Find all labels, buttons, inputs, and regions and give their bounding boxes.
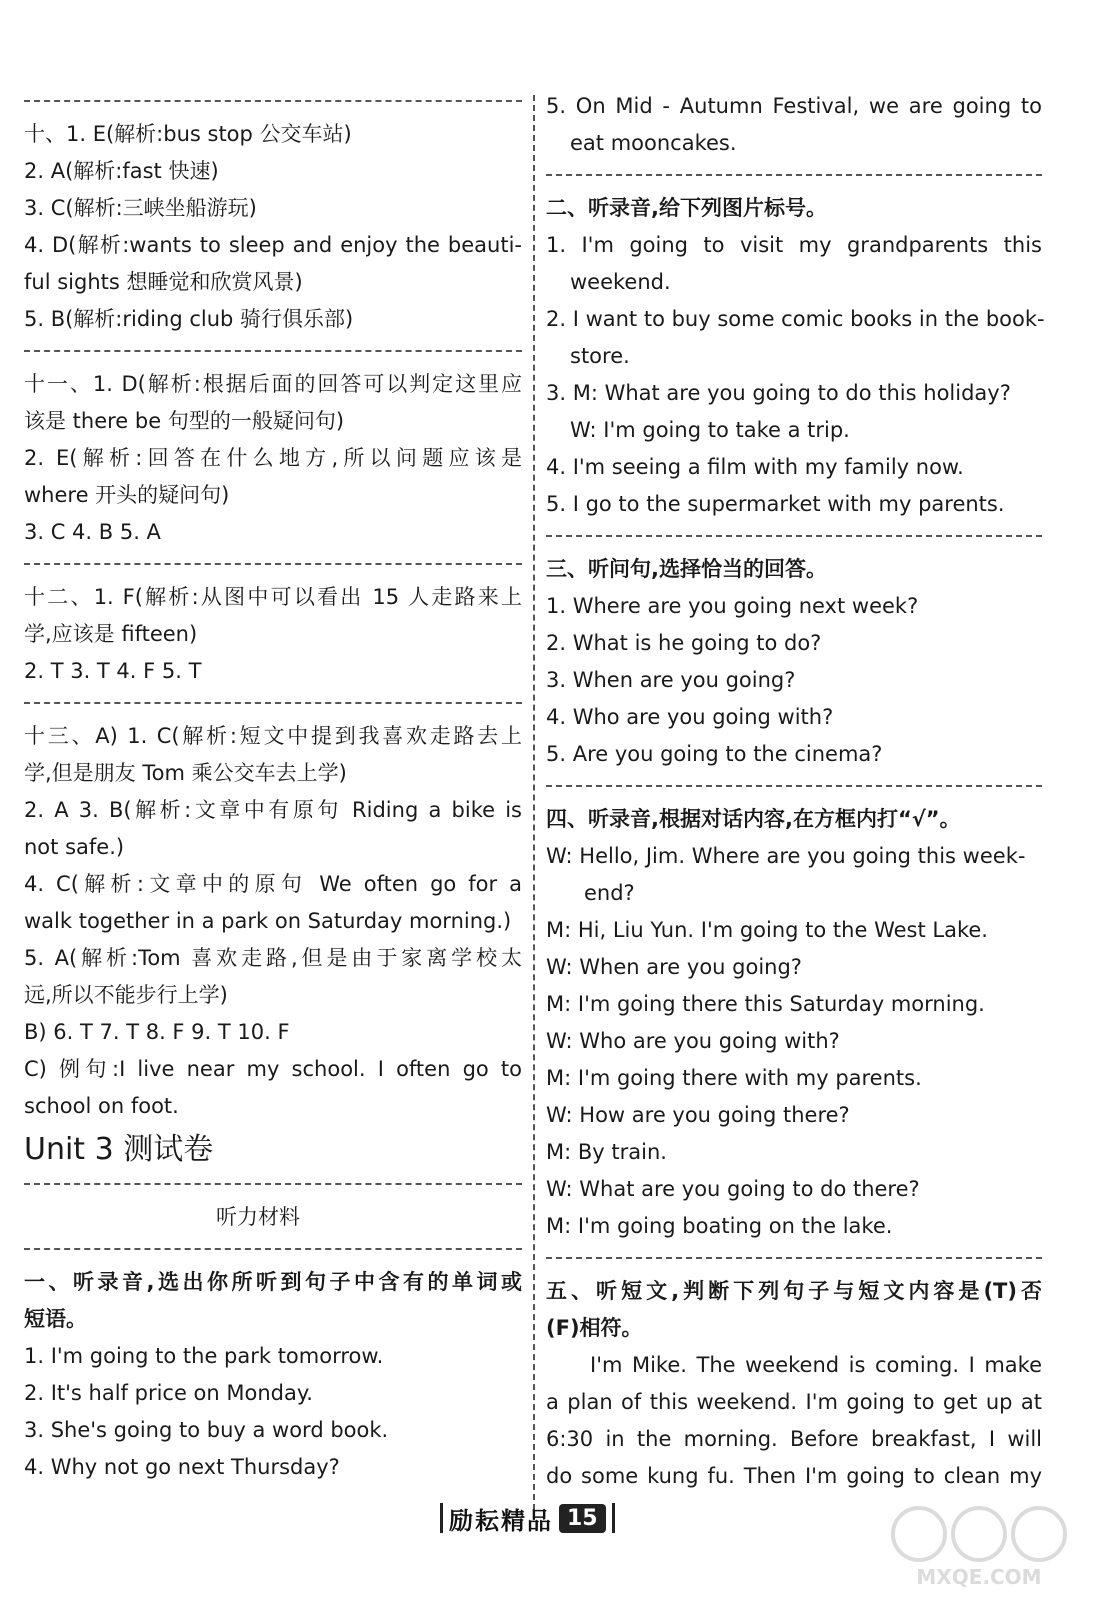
dashed-separator: [24, 702, 522, 704]
text-line: B) 6. T 7. T 8. F 9. T 10. F: [24, 1020, 290, 1044]
text-line: 2. I want to buy some comic books in the book-: [546, 307, 1045, 331]
dashed-separator: [24, 1183, 522, 1185]
footer-bar-right: [612, 1503, 615, 1533]
text-line: 3. She's going to buy a word book.: [24, 1418, 389, 1442]
dashed-separator: [24, 350, 522, 352]
right-column: [546, 88, 1045, 1495]
text-line: 四、听录音,根据对话内容,在方框内打“√”。: [546, 807, 961, 831]
text-line: ful sights 想睡觉和欣赏风景): [24, 270, 303, 294]
text-line: M: By train.: [546, 1140, 667, 1164]
text-line: a plan of this weekend. I'm going to get up at: [546, 1390, 1042, 1414]
dashed-separator: [546, 1257, 1042, 1259]
text-line: 3. C(解析:三峡坐船游玩): [24, 196, 257, 220]
text-line: 4. C(解析:文章中的原句 We often go for a: [24, 872, 522, 896]
footer-bar-left: [440, 1503, 443, 1533]
text-line: 十一、1. D(解析:根据后面的回答可以判定这里应: [24, 372, 522, 396]
text-line: 5. B(解析:riding club 骑行俱乐部): [24, 307, 354, 331]
text-line: 6:30 in the morning. Before breakfast, I will: [546, 1427, 1042, 1451]
page-footer: [440, 1498, 615, 1538]
text-line: W: Who are you going with?: [546, 1029, 840, 1053]
text-line: 十、1. E(解析:bus stop 公交车站): [24, 122, 352, 146]
text-line: 1. I'm going to visit my grandparents this: [546, 233, 1042, 257]
text-line: W: Hello, Jim. Where are you going this week-: [546, 844, 1026, 868]
text-line: 十二、1. F(解析:从图中可以看出 15 人走路来上: [24, 585, 522, 609]
text-line: 4. Who are you going with?: [546, 705, 834, 729]
text-line: M: I'm going boating on the lake.: [546, 1214, 893, 1238]
text-line: W: I'm going to take a trip.: [570, 418, 850, 442]
text-line: 1. I'm going to the park tomorrow.: [24, 1344, 384, 1368]
unit-title: Unit 3 测试卷: [24, 1132, 214, 1167]
page-number: 15: [559, 1504, 606, 1533]
text-line: store.: [570, 344, 630, 368]
text-line: 一、听录音,选出你所听到句子中含有的单词或: [24, 1270, 522, 1294]
text-line: M: Hi, Liu Yun. I'm going to the West Lake.: [546, 918, 988, 942]
dashed-separator: [546, 785, 1042, 787]
text-line: 五、听短文,判断下列句子与短文内容是(T)否: [546, 1279, 1042, 1303]
text-line: not safe.): [24, 835, 125, 859]
watermark-text: MXQE.COM: [916, 1565, 1042, 1589]
text-line: 2. E(解析:回答在什么地方,所以问题应该是: [24, 446, 522, 470]
column-divider: [533, 95, 535, 1520]
dashed-separator: [24, 1248, 522, 1250]
text-line: school on foot.: [24, 1094, 179, 1118]
text-line: 5. I go to the supermarket with my parents.: [546, 492, 1005, 516]
text-line: 3. When are you going?: [546, 668, 796, 692]
text-line: 5. A(解析:Tom 喜欢走路,但是由于家离学校太: [24, 946, 522, 970]
text-line: 4. Why not go next Thursday?: [24, 1455, 340, 1479]
text-line: (F)相符。: [546, 1316, 643, 1340]
text-line: 4. D(解析:wants to sleep and enjoy the beauti-: [24, 233, 522, 257]
text-line: 短语。: [24, 1307, 87, 1331]
text-line: W: How are you going there?: [546, 1103, 850, 1127]
text-line: W: What are you going to do there?: [546, 1177, 920, 1201]
text-line: M: I'm going there this Saturday morning.: [546, 992, 985, 1016]
text-line: 5. Are you going to the cinema?: [546, 742, 883, 766]
text-line: 远,所以不能步行上学): [24, 983, 228, 1007]
text-line: 1. Where are you going next week?: [546, 594, 919, 618]
dashed-separator: [546, 174, 1042, 176]
text-line: 三、听问句,选择恰当的回答。: [546, 557, 827, 581]
text-line: 十三、A) 1. C(解析:短文中提到我喜欢走路去上: [24, 724, 522, 748]
text-line: 该是 there be 句型的一般疑问句): [24, 409, 345, 433]
text-line: 学,但是朋友 Tom 乘公交车去上学): [24, 761, 347, 785]
text-line: 2. A(解析:fast 快速): [24, 159, 219, 183]
text-line: 3. C 4. B 5. A: [24, 520, 161, 544]
text-line: I'm Mike. The weekend is coming. I make: [590, 1353, 1042, 1377]
text-line: 二、听录音,给下列图片标号。: [546, 196, 827, 220]
text-line: do some kung fu. Then I'm going to clean my: [546, 1464, 1042, 1488]
text-line: 4. I'm seeing a film with my family now.: [546, 455, 964, 479]
text-line: weekend.: [570, 270, 671, 294]
text-line: eat mooncakes.: [570, 131, 737, 155]
text-line: walk together in a park on Saturday morning.): [24, 909, 512, 933]
text-line: 2. What is he going to do?: [546, 631, 822, 655]
text-line: M: I'm going there with my parents.: [546, 1066, 922, 1090]
text-line: 3. M: What are you going to do this holiday?: [546, 381, 1011, 405]
text-line: 2. It's half price on Monday.: [24, 1381, 313, 1405]
text-line: 学,应该是 fifteen): [24, 622, 198, 646]
dashed-separator: [24, 100, 522, 102]
dashed-separator: [24, 563, 522, 565]
text-line: W: When are you going?: [546, 955, 802, 979]
text-line: end?: [584, 881, 635, 905]
dashed-separator: [546, 535, 1042, 537]
text-line: where 开头的疑问句): [24, 483, 230, 507]
left-column: [24, 88, 522, 1486]
text-line: C) 例句:I live near my school. I often go to: [24, 1057, 522, 1081]
footer-brand: 励耘精品: [449, 1506, 553, 1535]
text-line: 听力材料: [216, 1205, 300, 1229]
text-line: 2. T 3. T 4. F 5. T: [24, 659, 202, 683]
watermark-logo: [879, 1500, 1079, 1590]
text-line: 2. A 3. B(解析:文章中有原句 Riding a bike is: [24, 798, 522, 822]
text-line: 5. On Mid - Autumn Festival, we are going to: [546, 94, 1042, 118]
